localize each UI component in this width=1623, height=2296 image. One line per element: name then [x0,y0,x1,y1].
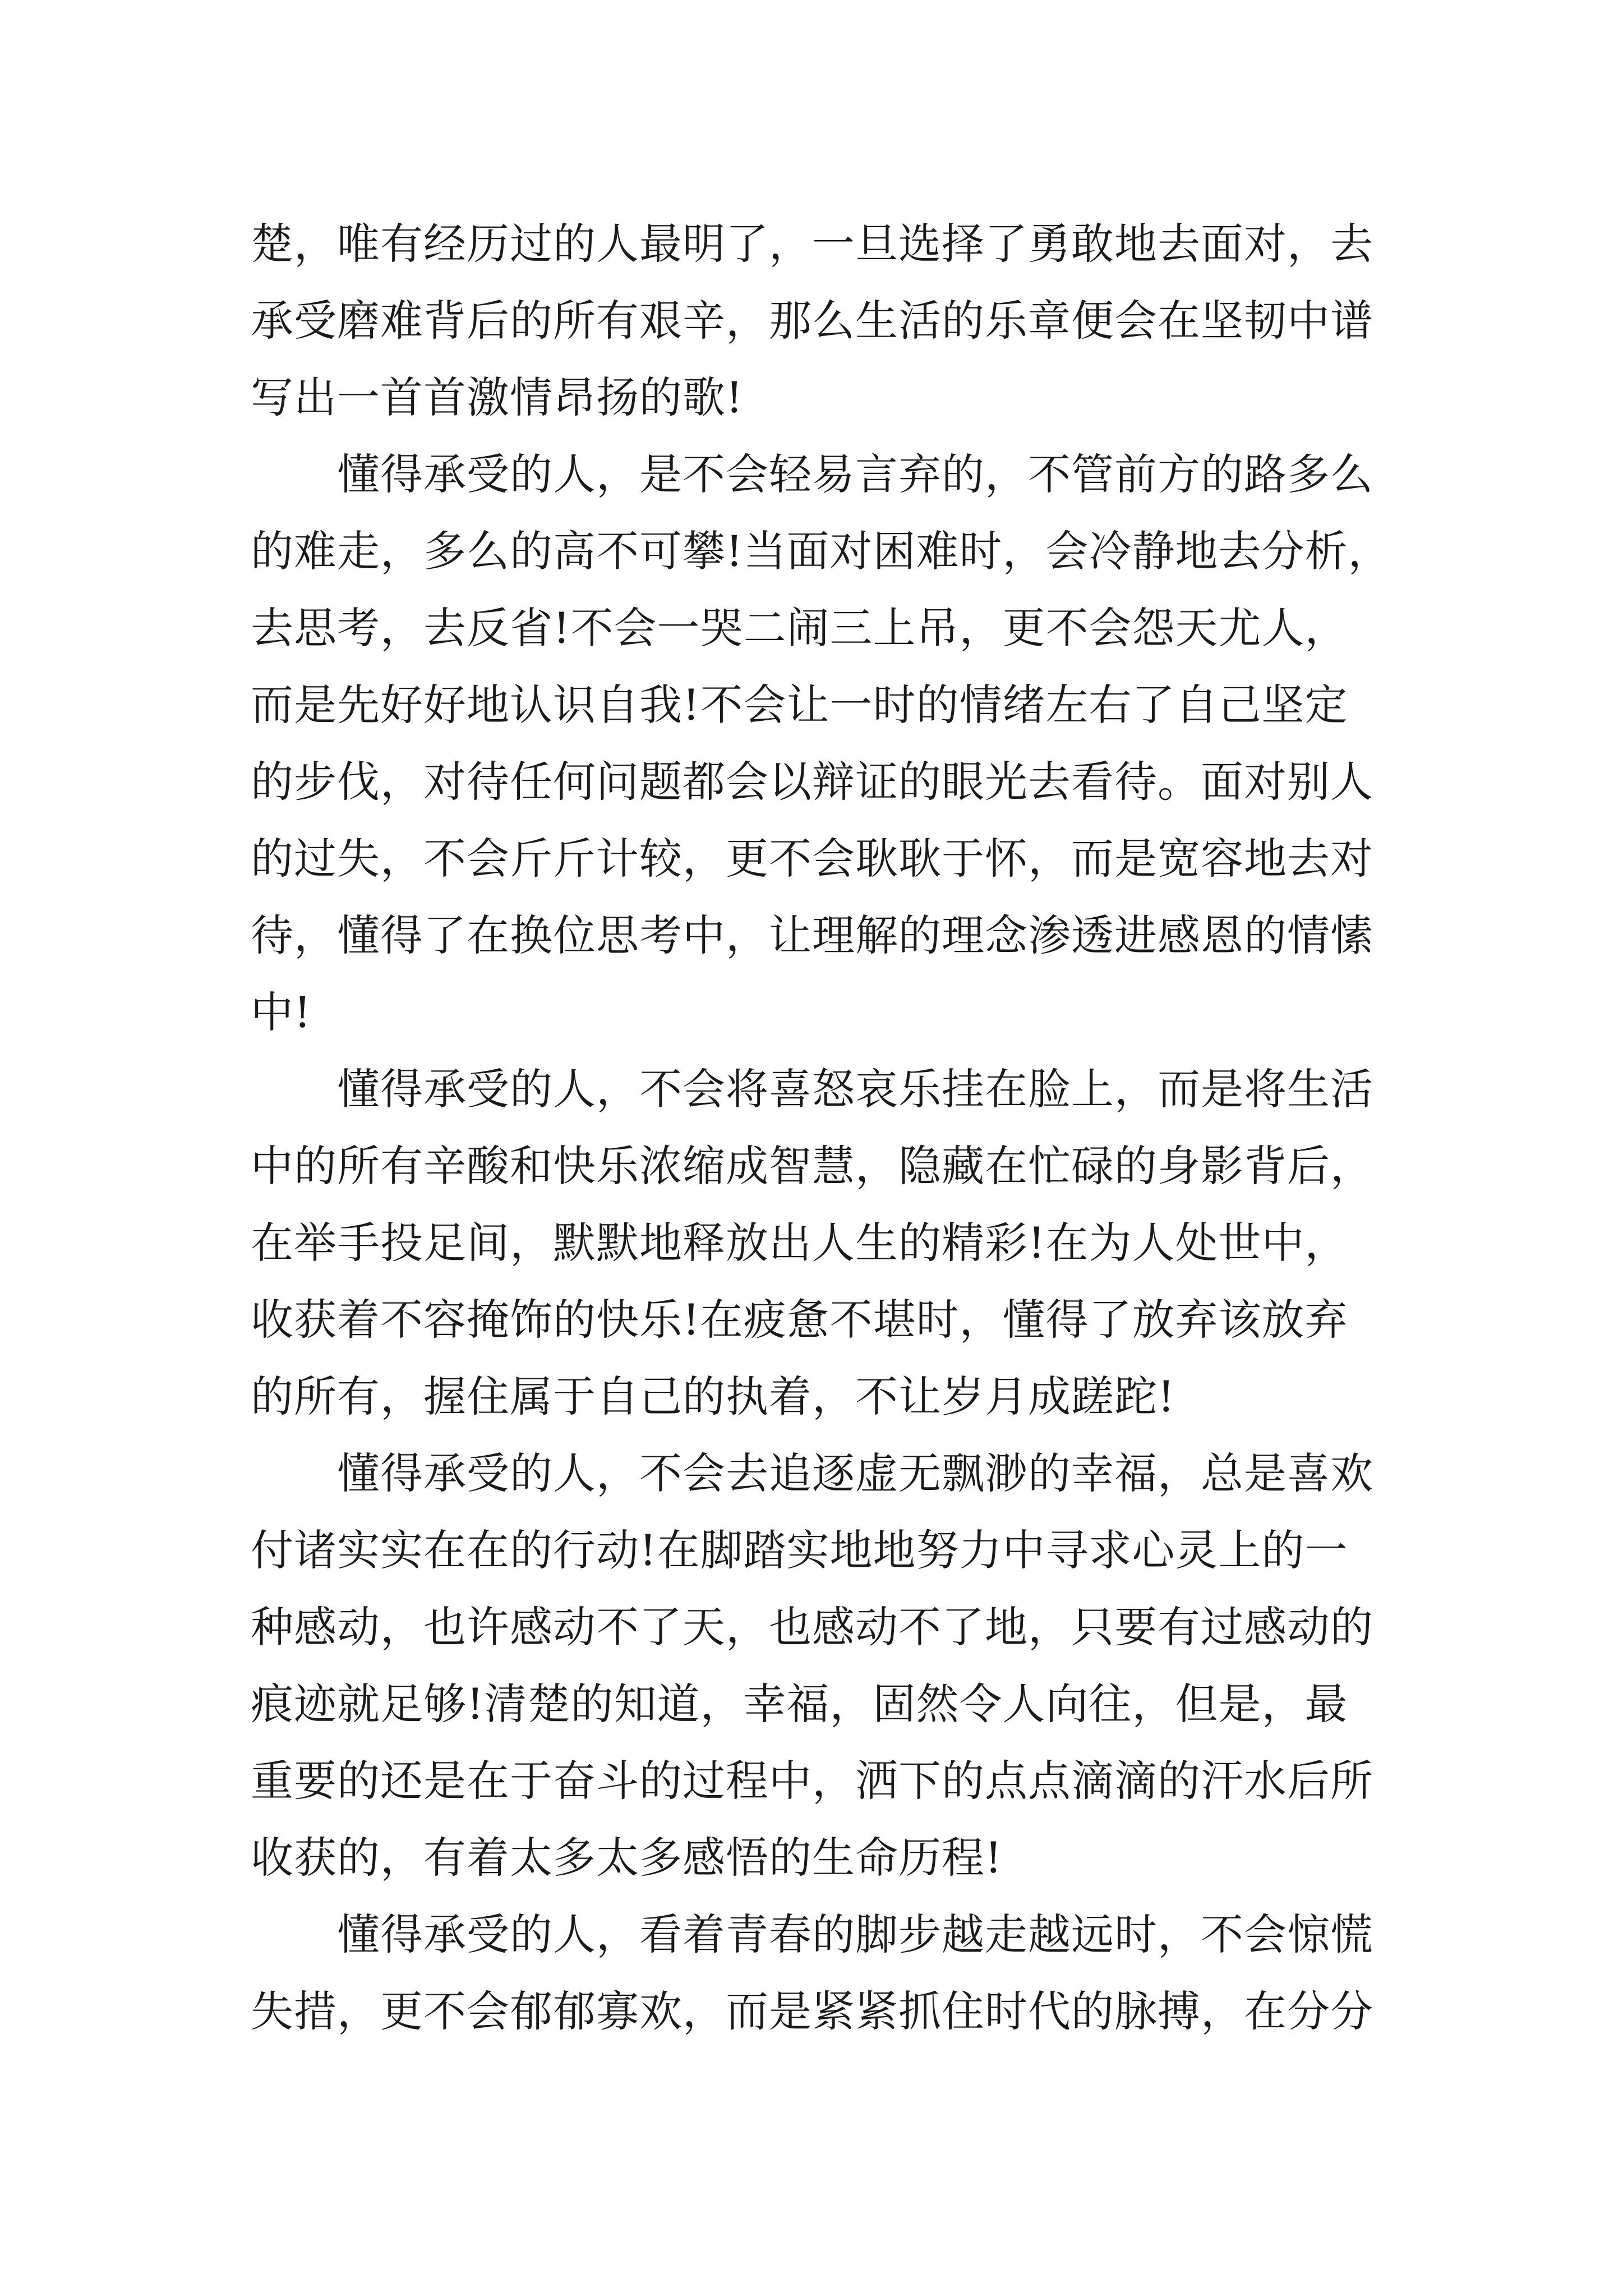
text-line: 的步伐，对待任何问题都会以辩证的眼光去看待。面对别人 [251,757,1373,807]
text-line: 而是先好好地认识自我!不会让一时的情绪左右了自己坚定 [251,680,1348,730]
text-line: 的所有，握住属于自己的执着，不让岁月成蹉跎! [251,1372,1175,1421]
text-line: 收获着不容掩饰的快乐!在疲惫不堪时，懂得了放弃该放弃 [251,1295,1348,1345]
text-line: 收获的，有着太多太多感悟的生命历程! [251,1833,1003,1883]
text-line: 承受磨难背后的所有艰辛，那么生活的乐章便会在坚韧中谱 [251,296,1373,346]
text-line: 楚，唯有经历过的人最明了，一旦选择了勇敢地去面对，去 [251,219,1373,269]
text-line: 去思考，去反省!不会一哭二闹三上吊，更不会怨天尤人， [251,603,1348,653]
text-line: 重要的还是在于奋斗的过程中，洒下的点点滴滴的汗水后所 [251,1756,1373,1806]
text-line: 付诸实实在在的行动!在脚踏实地地努力中寻求心灵上的一 [251,1525,1348,1575]
text-line: 懂得承受的人，是不会轻易言弃的，不管前方的路多么 [251,449,1373,499]
body-text [251,205,1391,2050]
text-line: 中的所有辛酸和快乐浓缩成智慧，隐藏在忙碌的身影背后， [251,1141,1373,1191]
text-line: 懂得承受的人，看着青春的脚步越走越远时，不会惊慌 [251,1910,1373,1959]
text-line: 种感动，也许感动不了天，也感动不了地，只要有过感动的 [251,1602,1373,1652]
text-line: 待，懂得了在换位思考中，让理解的理念渗透进感恩的情愫 [251,910,1373,960]
text-line: 的过失，不会斤斤计较，更不会耿耿于怀，而是宽容地去对 [251,834,1373,884]
text-line: 的难走，多么的高不可攀!当面对困难时，会冷静地去分析， [251,526,1391,576]
text-line: 懂得承受的人，不会去追逐虚无飘渺的幸福，总是喜欢 [251,1448,1373,1498]
text-line: 懂得承受的人，不会将喜怒哀乐挂在脸上，而是将生活 [251,1064,1373,1114]
text-line: 痕迹就足够!清楚的知道，幸福，固然令人向往，但是，最 [251,1679,1348,1729]
text-line: 在举手投足间，默默地释放出人生的精彩!在为人处世中， [251,1218,1348,1268]
text-line: 写出一首首激情昂扬的歌! [251,372,744,422]
text-line: 失措，更不会郁郁寡欢，而是紧紧抓住时代的脉搏，在分分 [251,1986,1373,2036]
text-line: 中! [251,987,312,1037]
